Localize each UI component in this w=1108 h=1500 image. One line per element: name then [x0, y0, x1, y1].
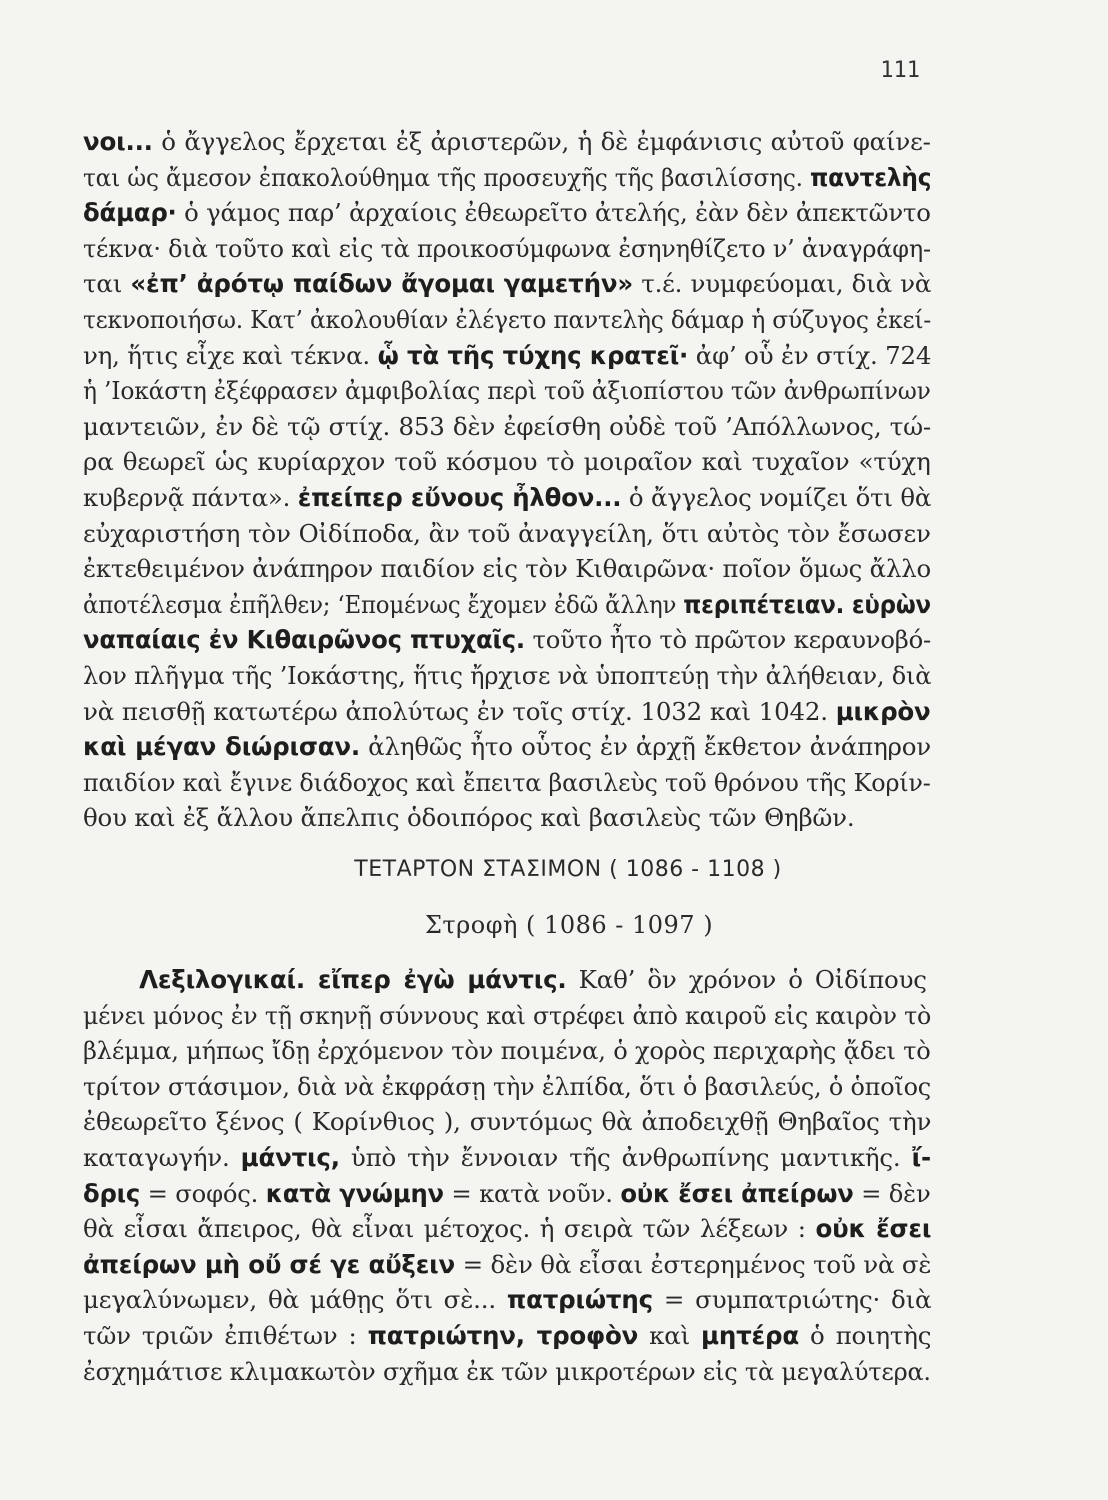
text-line [83, 587, 931, 623]
text-line [83, 1354, 931, 1390]
text-line [83, 962, 931, 998]
bold-term: μητέρα [701, 1320, 799, 1350]
text-line [83, 266, 931, 302]
text-run: ἐσχημάτισε κλιμακωτὸν σχῆμα ἐκ τῶν μικροτέρων εἰς τὰ μεγαλύτερα. [83, 1356, 931, 1386]
text-run: = σοφός. [140, 1178, 266, 1208]
text-line [83, 1069, 931, 1105]
text-run: ἡ ’Ιοκάστη ἐξέφρασεν ἀμφιβολίας περὶ τοῦ ἀξιοπίστου τῶν ἀνθρωπίνων [83, 376, 931, 406]
text-run: τ.έ. νυμφεύομαι, διὰ νὰ [632, 269, 932, 299]
text-line [83, 1033, 931, 1069]
text-run: παιδίον καὶ ἔγινε διάδοχος καὶ ἔπειτα βασιλεὺς τοῦ θρόνου τῆς Κορίν- [83, 767, 931, 797]
section-heading: ΤΕΤΑΡΤΟΝ ΣΤΑΣΙΜΟΝ ( 1086 - 1108 ) [354, 857, 782, 882]
text-run: = συμπατριώτης· διὰ [652, 1285, 932, 1315]
bold-term: ᾧ τὰ τῆς τύχης κρατεῖ· [377, 340, 689, 370]
text-run: ὁ γάμος παρ’ ἀρχαίοις ἐθεωρεῖτο ἀτελής, ἐὰν δὲν ἀπεκτῶντο [176, 198, 931, 228]
text-run: ὁ ποιητὴς [798, 1320, 932, 1350]
text-run: ὑπὸ τὴν ἔννοιαν τῆς ἀνθρωπίνης μαντικῆς. [339, 1142, 912, 1172]
text-run: = δὲν [853, 1178, 931, 1208]
text-line [83, 1318, 931, 1354]
text-run: ἐκτεθειμένον ἀνάπηρον παιδίον εἰς τὸν Κιθαιρῶνα· ποῖον ὅμως ἄλλο [83, 554, 931, 584]
bold-term: κατὰ γνώμην [265, 1178, 444, 1208]
text-run: ται [83, 269, 131, 299]
text-run: ρα θεωρεῖ ὡς κυρίαρχον τοῦ κόσμου τὸ μοιραῖον καὶ τυχαῖον «τύχη [83, 447, 931, 477]
text-line [83, 729, 931, 765]
bold-term: ἀπείρων μὴ οὔ σέ γε αὔξειν [83, 1249, 455, 1279]
bold-term: οὐκ ἔσει ἀπείρων [620, 1178, 854, 1208]
text-run: νη, ἥτις εἶχε καὶ τέκνα. [83, 340, 378, 370]
text-line [83, 160, 932, 196]
bold-term: μάντις, [240, 1142, 340, 1172]
text-line [83, 658, 932, 694]
text-run: μεγαλύνωμεν, θὰ μάθῃς ὅτι σὲ... [83, 1285, 507, 1315]
text-line [83, 551, 931, 587]
bold-term: δάμαρ· [83, 198, 177, 228]
text-run: νὰ πεισθῇ κατωτέρω ἀπολύτως ἐν τοῖς στίχ. 1032 καὶ 1042. [83, 696, 836, 726]
text-line [83, 480, 932, 516]
bold-term: ἐπείπερ εὔνους ἦλθον... [297, 482, 622, 512]
text-run: κυβερνᾷ πάντα». [83, 482, 298, 512]
text-line [83, 1140, 931, 1176]
text-run: = δὲν θὰ εἶσαι ἐστερημένος τοῦ νὰ σὲ [454, 1249, 932, 1279]
bold-term: ἴ- [911, 1142, 931, 1172]
bold-term: περιπέτειαν. εὑρὼν [683, 589, 931, 619]
text-run: καταγωγήν. [83, 1142, 241, 1172]
text-run: Καθ’ ὃν χρόνον ὁ Οἰδίπους [566, 965, 927, 994]
text-line [83, 1176, 931, 1212]
text-line [83, 694, 931, 730]
text-line [83, 1104, 931, 1140]
text-run: βλέμμα, μήπως ἴδῃ ἐρχόμενον τὸν ποιμένα, ὁ χορὸς περιχαρὴς ᾄδει τὸ [83, 1036, 931, 1066]
text-line [83, 1211, 931, 1247]
text-line [83, 195, 931, 231]
text-run: τεκνοποιήσω. Κατ’ ἀκολουθίαν ἐλέγετο παντελὴς δάμαρ ἡ σύζυγος ἐκεί- [83, 304, 932, 334]
text-line [83, 998, 932, 1034]
text-line [83, 765, 931, 801]
text-line [83, 1247, 931, 1283]
text-run: τοῦτο ἦτο τὸ πρῶτον κεραυνοβό- [524, 625, 932, 655]
text-run: καὶ [638, 1320, 702, 1350]
text-line [83, 622, 932, 658]
text-run: ἀφ’ οὗ ἐν στίχ. 724 [688, 340, 932, 370]
bold-term: οὐκ ἔσει [815, 1214, 932, 1244]
page-number: 111 [880, 58, 920, 83]
text-line [83, 373, 931, 409]
text-line [83, 124, 931, 160]
text-run: τρίτον στάσιμον, διὰ νὰ ἐκφράσῃ τὴν ἐλπίδα, ὅτι ὁ βασιλεύς, ὁ ὁποῖος [83, 1071, 931, 1101]
text-run: θὰ εἶσαι ἄπειρος, θὰ εἶναι μέτοχος. ἡ σειρὰ τῶν λέξεων : [83, 1214, 816, 1244]
text-line [83, 800, 931, 836]
text-run: ἀποτέλεσμα ἐπῆλθεν; ‘Επομένως ἔχομεν ἐδῶ ἄλλην [83, 589, 684, 619]
bold-term: παντελὴς [810, 162, 932, 192]
text-line [83, 516, 931, 552]
text-run: = κατὰ νοῦν. [443, 1178, 621, 1208]
text-run: ἐθεωρεῖτο ξένος ( Κορίνθιος ), συντόμως θὰ ἀποδειχθῇ Θηβαῖος τὴν [83, 1107, 932, 1137]
bold-term: καὶ μέγαν διώρισαν. [83, 732, 360, 762]
bold-term: ναπαίαις ἐν Κιθαιρῶνος πτυχαῖς. [83, 625, 525, 655]
text-run: εὐχαριστήση τὸν Οἰδίποδα, ἂν τοῦ ἀναγγείλη, ὅτι αὐτὸς τὸν ἔσωσεν [83, 518, 931, 548]
bold-term: νοι... [83, 127, 153, 156]
bold-term: μικρὸν [835, 696, 931, 726]
text-run: ται ὡς ἄμεσον ἐπακολούθημα τῆς προσευχῆς τῆς βασιλίσσης. [83, 162, 811, 192]
bold-term: Λεξιλογικαί. εἴπερ ἐγὼ μάντις. [139, 965, 567, 994]
text-run [83, 965, 139, 994]
text-run: τῶν τριῶν ἐπιθέτων : [83, 1320, 368, 1350]
text-run: μαντειῶν, ἐν δὲ τῷ στίχ. 853 δὲν ἐφείσθη οὐδὲ τοῦ ’Απόλλωνος, τώ- [83, 411, 931, 441]
text-line [83, 338, 930, 374]
text-run: θου καὶ ἐξ ἄλλου ἄπελπις ὁδοιπόρος καὶ βασιλεὺς τῶν Θηβῶν. [83, 803, 855, 833]
text-line [83, 231, 931, 267]
text-run: λον πλῆγμα τῆς ’Ιοκάστης, ἥτις ἤρχισε νὰ ὑποπτεύῃ τὴν ἀλήθειαν, διὰ [83, 660, 932, 690]
sub-heading: Στροφὴ ( 1086 - 1097 ) [424, 911, 714, 939]
text-line [83, 1282, 931, 1318]
text-run: ὁ ἄγγελος νομίζει ὅτι θὰ [621, 482, 932, 512]
text-line [83, 444, 931, 480]
bold-term: πατριώτης [506, 1285, 653, 1315]
text-run: μένει μόνος ἐν τῇ σκηνῇ σύννους καὶ στρέφει ἀπὸ καιροῦ εἰς καιρὸν τὸ [83, 1000, 932, 1030]
text-run: ὁ ἄγγελος ἔρχεται ἐξ ἀριστερῶν, ἡ δὲ ἐμφάνισις αὐτοῦ φαίνε- [152, 127, 931, 156]
commentary-paragraph-2 [83, 962, 931, 1389]
text-run: τέκνα· διὰ τοῦτο καὶ εἰς τὰ προικοσύμφωνα ἐσηνηθίζετο ν’ ἀναγράφη- [83, 233, 931, 263]
bold-term: πατριώτην, τροφὸν [367, 1320, 639, 1350]
text-run: ἀληθῶς ἦτο οὗτος ἐν ἀρχῇ ἔκθετον ἀνάπηρον [359, 732, 932, 762]
text-line [83, 302, 932, 338]
bold-term: «ἐπ’ ἀρότῳ παίδων ἄγομαι γαμετήν» [130, 269, 633, 299]
bold-term: δρις [83, 1178, 141, 1208]
commentary-paragraph-1 [83, 124, 931, 836]
text-line [83, 409, 931, 445]
